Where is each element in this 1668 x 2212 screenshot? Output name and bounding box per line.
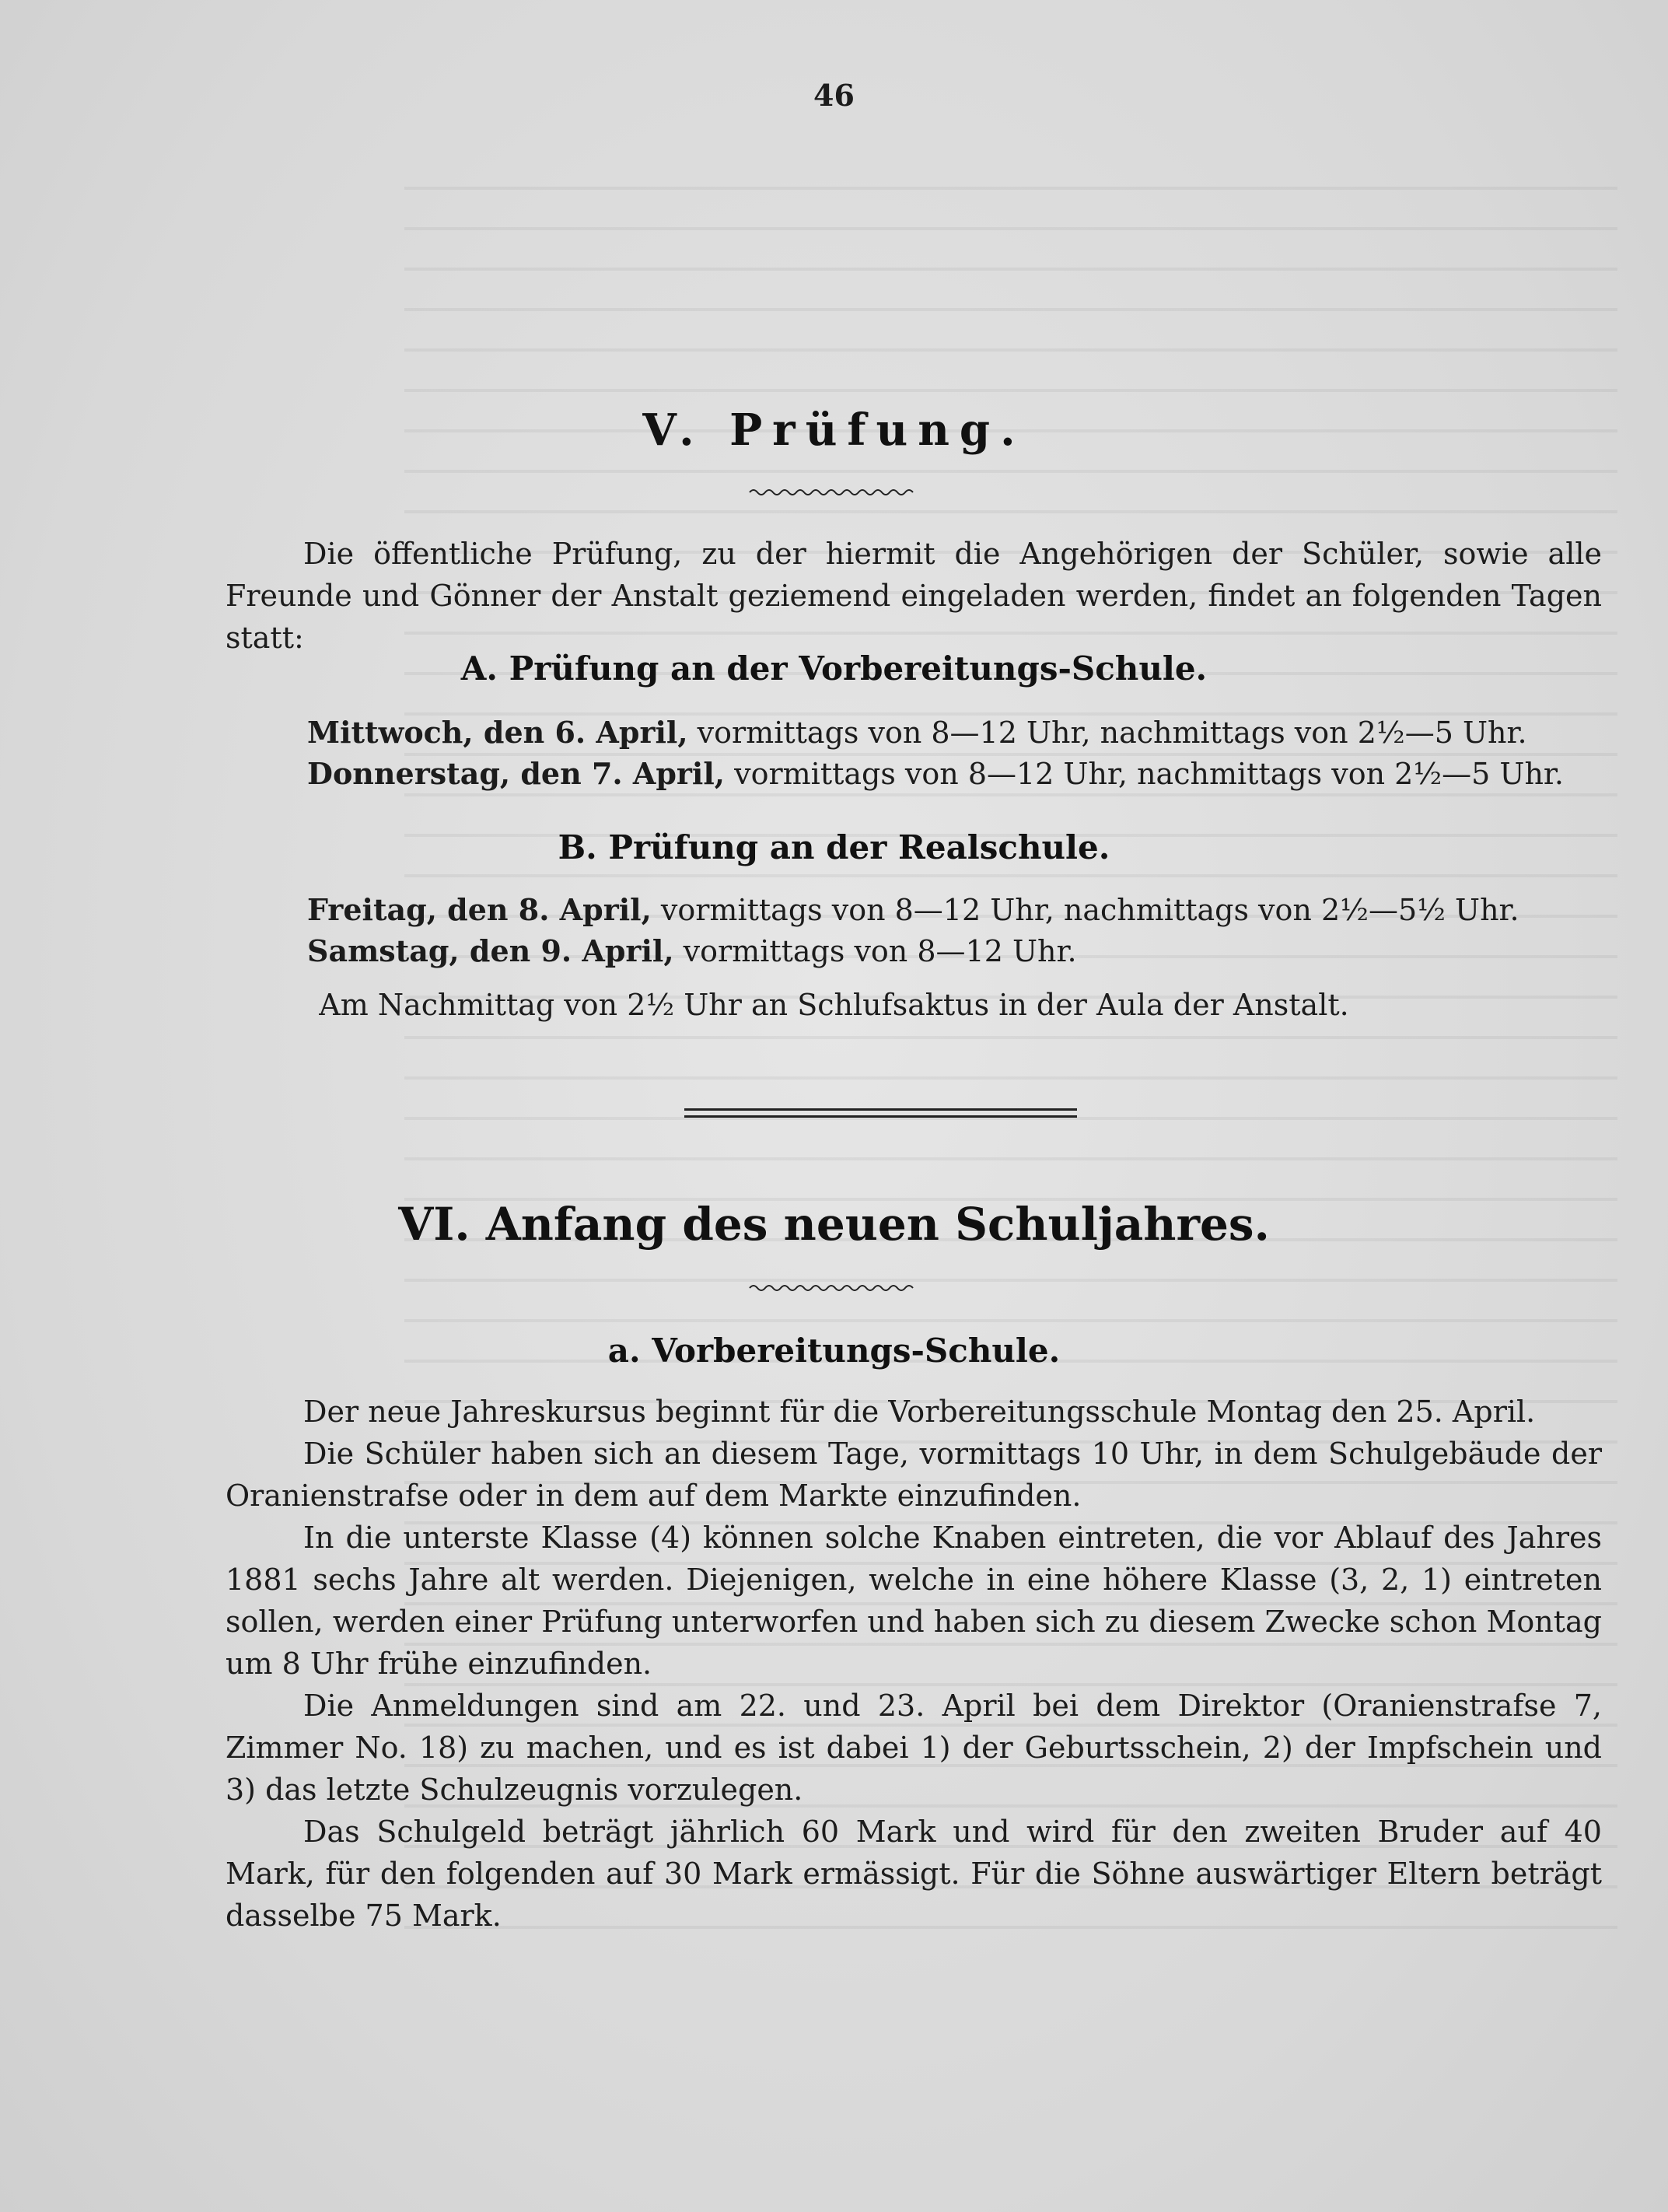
subsection-heading: a. Vorbereitungs-Schule. xyxy=(607,1332,1061,1370)
page-number: 46 xyxy=(813,78,855,113)
ornament-squiggle xyxy=(748,1282,919,1294)
schedule-line xyxy=(307,930,1077,972)
schedule-times: vormittags von 8—12 Uhr, nachmittags von 2½—5 Uhr. xyxy=(697,716,1527,750)
section-vi-body xyxy=(226,1391,1602,1937)
section-v-title: V. Prüfung. xyxy=(642,404,1026,456)
schedule-times: vormittags von 8—12 Uhr, nachmittags von 2½—5½ Uhr. xyxy=(660,893,1519,927)
section-vi-title: VI. Anfang des neuen Schuljahres. xyxy=(398,1198,1270,1251)
ornament-squiggle xyxy=(748,486,919,499)
schedule-day: Donnerstag, den 7. April, xyxy=(307,756,726,791)
schedule-line xyxy=(307,753,1564,795)
schedule-line xyxy=(307,712,1527,754)
intro-paragraph: Die öffentliche Prüfung, zu der hiermit die Angehörigen der Schüler, sowie alle Freunde und Gönner der Anstalt geziemend eingeladen werden, findet an folgenden Tagen statt: xyxy=(226,537,1602,655)
section-divider xyxy=(684,1108,1077,1118)
section-v-closing: Am Nachmittag von 2½ Uhr an Schlufsaktus in der Aula der Anstalt. xyxy=(319,988,1349,1022)
body-paragraph: Der neue Jahreskursus beginnt für die Vorbereitungsschule Montag den 25. April. xyxy=(303,1395,1536,1429)
body-paragraph: Die Anmeldungen sind am 22. und 23. April bei dem Direktor (Oranienstrafse 7, Zimmer No. 18) zu machen, und es ist dabei 1) der Geburtsschein, 2) der Impfschein und 3) das letzte Schulzeugnis vorzulegen. xyxy=(226,1689,1602,1807)
schedule-day: Freitag, den 8. April, xyxy=(307,892,652,927)
body-paragraph: Die Schüler haben sich an diesem Tage, vormittags 10 Uhr, in dem Schulgebäude der Oranienstrafse oder in dem auf dem Markte einzufinden. xyxy=(226,1437,1602,1513)
body-paragraph: In die unterste Klasse (4) können solche Knaben eintreten, die vor Ablauf des Jahres 1881 sechs Jahre alt werden. Diejenigen, welche in eine höhere Klasse (3, 2, 1) eintreten sollen, werden einer Prüfung unterworfen und haben sich zu diesem Zwecke schon Montag um 8 Uhr frühe einzufinden. xyxy=(226,1521,1602,1681)
schedule-line xyxy=(307,889,1519,931)
section-v-intro xyxy=(226,533,1602,659)
part-a-heading: A. Prüfung an der Vorbereitungs-Schule. xyxy=(460,649,1208,688)
part-b-heading: B. Prüfung an der Realschule. xyxy=(558,828,1110,866)
schedule-times: vormittags von 8—12 Uhr. xyxy=(683,934,1077,968)
schedule-day: Mittwoch, den 6. April, xyxy=(307,715,688,750)
schedule-day: Samstag, den 9. April, xyxy=(307,933,674,968)
schedule-times: vormittags von 8—12 Uhr, nachmittags von 2½—5 Uhr. xyxy=(734,757,1564,791)
body-paragraph: Das Schulgeld beträgt jährlich 60 Mark und wird für den zweiten Bruder auf 40 Mark, für den folgenden auf 30 Mark ermässigt. Für die Söhne auswärtiger Eltern beträgt dasselbe 75 Mark. xyxy=(226,1815,1602,1933)
